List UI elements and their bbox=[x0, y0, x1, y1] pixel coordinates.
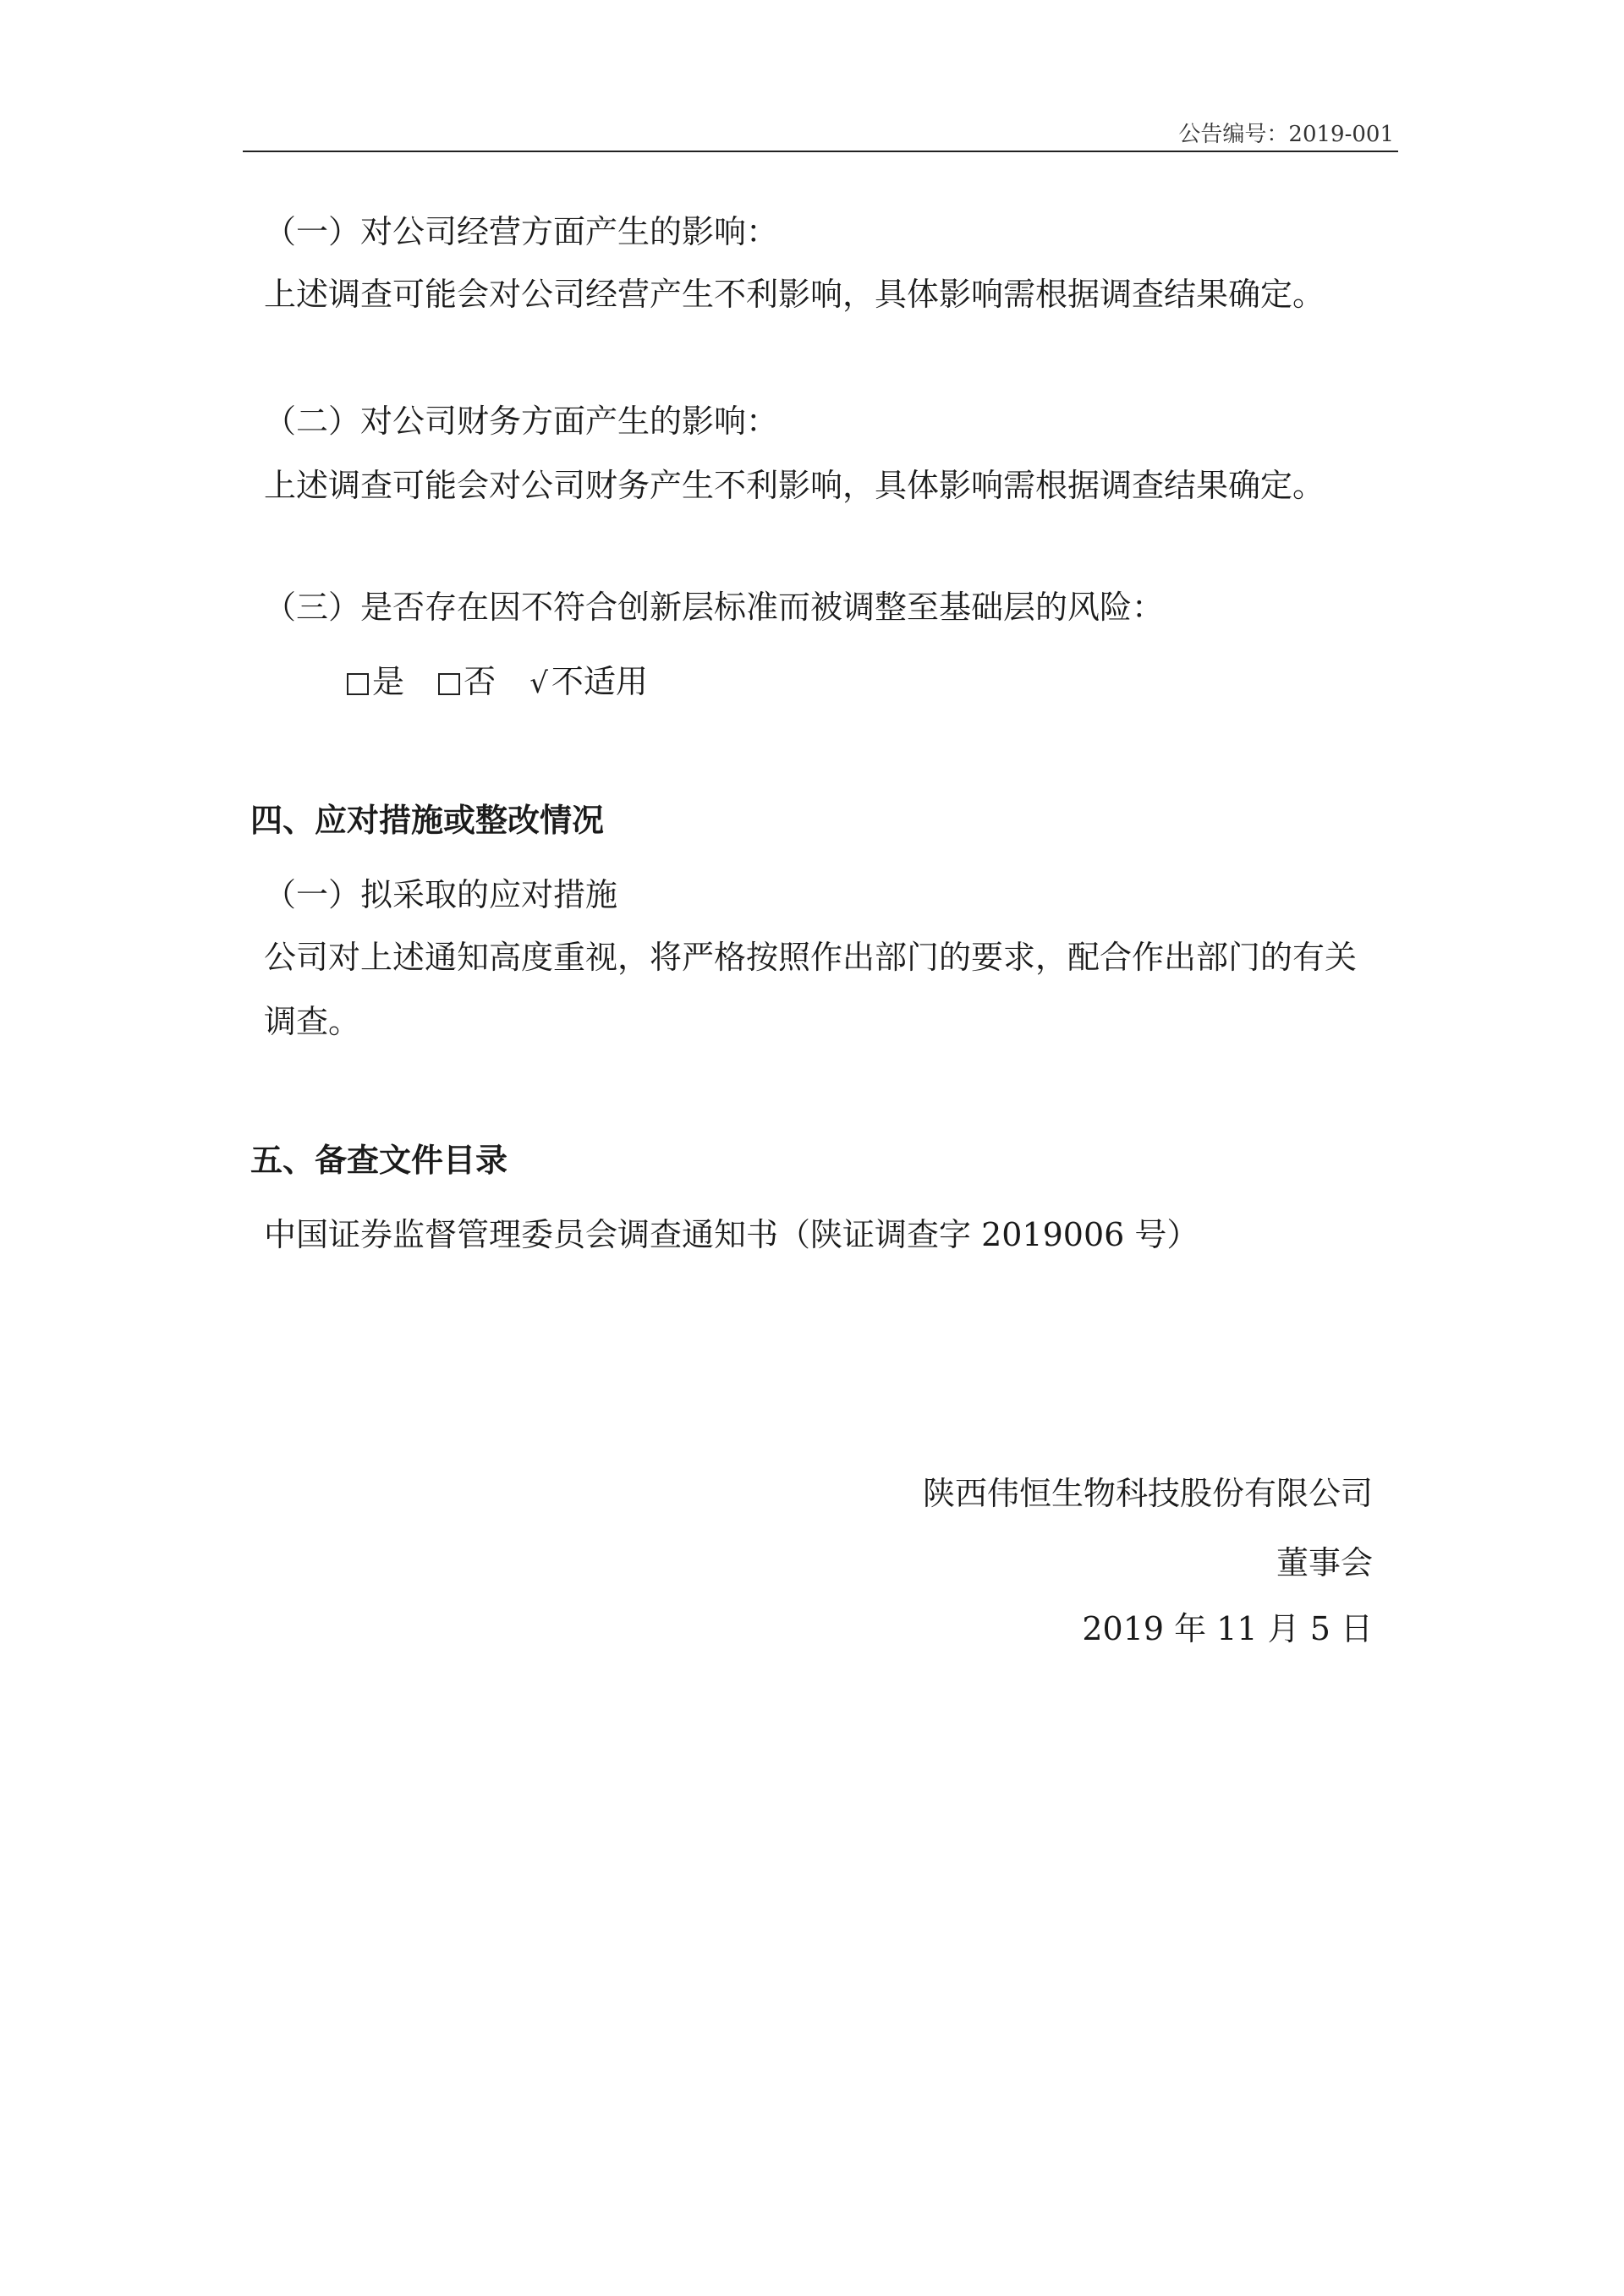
tier-risk-options bbox=[347, 660, 672, 705]
tier-risk-question: （三）是否存在因不符合创新层标准而被调整至基础层的风险： bbox=[264, 589, 1165, 626]
impact-operations-text: 上述调查可能会对公司经营产生不利影响，具体影响需根据调查结果确定。 bbox=[264, 276, 1325, 313]
planned-measures-text-line1: 公司对上述通知高度重视，将严格按照作出部门的要求，配合作出部门的有关 bbox=[264, 939, 1358, 976]
impact-finance-title: （二）对公司财务方面产生的影响： bbox=[264, 403, 779, 440]
header-divider bbox=[243, 151, 1398, 152]
checkmark-icon: √ bbox=[529, 666, 548, 700]
impact-finance-text: 上述调查可能会对公司财务产生不利影响，具体影响需根据调查结果确定。 bbox=[264, 467, 1325, 504]
planned-measures-text-line2: 调查。 bbox=[264, 1003, 361, 1040]
planned-measures-title: （一）拟采取的应对措施 bbox=[264, 876, 618, 913]
section4-heading: 四、应对措施或整改情况 bbox=[250, 802, 605, 839]
option-not-applicable-label: 不适用 bbox=[551, 663, 648, 700]
option-not-applicable bbox=[529, 660, 648, 705]
option-no bbox=[438, 660, 496, 704]
header-announcement-number: 公告编号：2019-001 bbox=[1178, 122, 1394, 147]
signature-date: 2019 年 11 月 5 日 bbox=[1082, 1610, 1373, 1647]
option-no-label: 否 bbox=[464, 663, 497, 700]
option-yes-label: 是 bbox=[372, 663, 405, 700]
checkbox-yes-icon bbox=[347, 673, 369, 695]
checkbox-no-icon bbox=[438, 673, 460, 695]
reference-document: 中国证券监督管理委员会调查通知书（陕证调查字 2019006 号） bbox=[264, 1216, 1199, 1253]
section5-heading: 五、备查文件目录 bbox=[250, 1142, 508, 1179]
impact-operations-title: （一）对公司经营方面产生的影响： bbox=[264, 213, 779, 250]
signature-board: 董事会 bbox=[1276, 1544, 1373, 1581]
signature-company: 陕西伟恒生物科技股份有限公司 bbox=[922, 1475, 1373, 1512]
option-yes bbox=[347, 660, 404, 704]
